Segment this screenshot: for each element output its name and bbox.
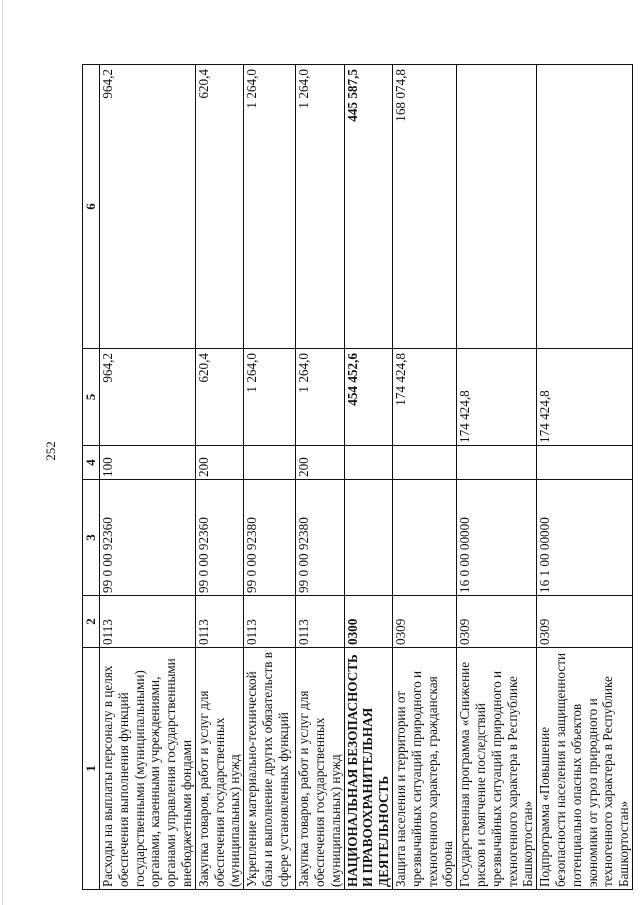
row-type bbox=[344, 446, 392, 480]
row-target: 16 0 00 00000 bbox=[457, 480, 537, 596]
row-target: 99 0 00 92360 bbox=[100, 480, 196, 596]
row-value-5: 1 264,0 bbox=[244, 349, 296, 446]
table-row bbox=[537, 65, 633, 890]
row-name: Закупка товаров, работ и услуг для обеспечения государственных (муниципальных) нужд bbox=[296, 648, 344, 890]
row-name: Укрепление материально-технической базы и выполнение других обязательств в сфере установленных функций bbox=[244, 648, 296, 890]
header-col-1: 1 bbox=[83, 648, 100, 890]
row-value-5: 454 452,6 bbox=[344, 349, 392, 446]
row-type bbox=[537, 446, 633, 480]
header-col-3: 3 bbox=[83, 480, 100, 596]
budget-table bbox=[82, 64, 633, 890]
page-number: 252 bbox=[43, 441, 58, 461]
row-section: 0309 bbox=[392, 596, 456, 648]
table-row bbox=[244, 65, 296, 890]
row-value-5: 1 264,0 bbox=[296, 349, 344, 446]
row-value-6: 445 587,5 bbox=[344, 65, 392, 349]
row-target: 99 0 00 92380 bbox=[296, 480, 344, 596]
row-value-5: 620,4 bbox=[195, 349, 243, 446]
row-value-5: 174 424,8 bbox=[537, 349, 633, 446]
row-value-6: 620,4 bbox=[195, 65, 243, 349]
table-row-section-total bbox=[344, 65, 392, 890]
row-target: 99 0 00 92380 bbox=[244, 480, 296, 596]
header-col-6: 6 bbox=[83, 65, 100, 349]
row-section: 0113 bbox=[100, 596, 196, 648]
table-row bbox=[392, 65, 456, 890]
row-value-5: 964,2 bbox=[100, 349, 196, 446]
row-target: 99 0 00 92360 bbox=[195, 480, 243, 596]
header-col-5: 5 bbox=[83, 349, 100, 446]
header-col-4: 4 bbox=[83, 446, 100, 480]
row-target bbox=[344, 480, 392, 596]
table-row bbox=[457, 65, 537, 890]
header-col-2: 2 bbox=[83, 596, 100, 648]
row-type: 100 bbox=[100, 446, 196, 480]
row-name: Защита населения и территории от чрезвычайных ситуаций природного и техногенного характера, гражданская оборона bbox=[392, 648, 456, 890]
row-name: Закупка товаров, работ и услуг для обеспечения государственных (муниципальных) нужд bbox=[195, 648, 243, 890]
table-row bbox=[195, 65, 243, 890]
table-row bbox=[100, 65, 196, 890]
row-value-6 bbox=[457, 65, 537, 349]
row-type: 200 bbox=[296, 446, 344, 480]
row-name: Государственная программа «Снижение рисков и смягчение последствий чрезвычайных ситуаций природного и техногенного характера в Республике Башкортостан» bbox=[457, 648, 537, 890]
row-value-5: 174 424,8 bbox=[392, 349, 456, 446]
row-type bbox=[392, 446, 456, 480]
row-value-6: 964,2 bbox=[100, 65, 196, 349]
row-section: 0113 bbox=[244, 596, 296, 648]
row-name: Расходы на выплаты персоналу в целях обеспечения выполнения функций государственными (муниципальными) органами, казенными учреждениями, органами управления государственными внебюджетными фондами bbox=[100, 648, 196, 890]
row-value-6: 1 264,0 bbox=[244, 65, 296, 349]
row-section: 0113 bbox=[195, 596, 243, 648]
row-value-6: 168 074,8 bbox=[392, 65, 456, 349]
row-type: 200 bbox=[195, 446, 243, 480]
row-type bbox=[457, 446, 537, 480]
row-name: НАЦИОНАЛЬНАЯ БЕЗОПАСНОСТЬ И ПРАВООХРАНИТЕЛЬНАЯ ДЕЯТЕЛЬНОСТЬ bbox=[344, 648, 392, 890]
table-row bbox=[296, 65, 344, 890]
row-target bbox=[392, 480, 456, 596]
row-section: 0309 bbox=[457, 596, 537, 648]
row-section: 0309 bbox=[537, 596, 633, 648]
row-value-6: 1 264,0 bbox=[296, 65, 344, 349]
scan-edge-line bbox=[2, 0, 3, 905]
row-section: 0113 bbox=[296, 596, 344, 648]
rotated-page-content bbox=[82, 65, 632, 890]
row-value-6 bbox=[537, 65, 633, 349]
row-name: Подпрограмма «Повышение безопасности населения и защищенности потенциально опасных объектов экономики от угроз природного и техногенного характера в Республике Башкортостан» bbox=[537, 648, 633, 890]
row-target: 16 1 00 00000 bbox=[537, 480, 633, 596]
row-type bbox=[244, 446, 296, 480]
row-section: 0300 bbox=[344, 596, 392, 648]
row-value-5: 174 424,8 bbox=[457, 349, 537, 446]
table-header-row bbox=[83, 65, 100, 890]
